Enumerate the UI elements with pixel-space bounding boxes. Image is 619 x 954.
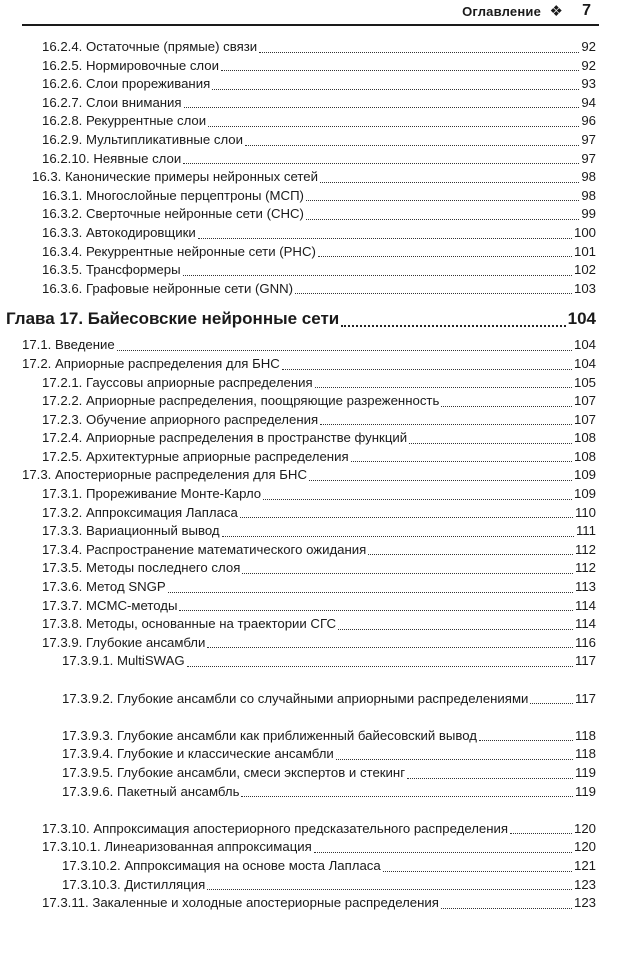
dot-leader: [320, 182, 579, 183]
dot-leader: [441, 908, 572, 909]
toc-entry[interactable]: [0, 355, 619, 374]
toc-entry-page: 117: [574, 653, 596, 669]
toc-entry-page: 97: [581, 150, 596, 166]
toc-entry[interactable]: [0, 597, 619, 616]
dot-leader: [168, 592, 573, 593]
dot-leader: [318, 256, 572, 257]
toc-entry-title: 17.3.10. Аппроксимация апостериорного предсказательного распределения: [42, 820, 509, 836]
toc-entry-title: 17.3.9. Глубокие ансамбли: [42, 634, 206, 650]
toc-entry-page: 107: [573, 411, 596, 427]
dot-leader: [479, 740, 573, 741]
dot-leader: [336, 759, 573, 760]
dot-leader: [295, 293, 572, 294]
toc-entry-title: 17.2. Априорные распределения для БНС: [22, 355, 280, 371]
table-of-contents: [0, 38, 619, 913]
toc-entry[interactable]: [0, 336, 619, 355]
toc-entry[interactable]: [0, 224, 619, 243]
toc-entry-page: 104: [573, 337, 596, 353]
toc-entry-title: 17.3.9.1. MultiSWAG: [62, 653, 185, 669]
toc-entry[interactable]: [0, 131, 619, 150]
dot-leader: [212, 89, 579, 90]
toc-entry[interactable]: [0, 411, 619, 430]
toc-entry-title: 17.3.11. Закаленные и холодные апостериорные распределения: [42, 895, 439, 911]
toc-entry-title: 17.3.8. Методы, основанные на траектории СГС: [42, 616, 337, 632]
toc-entry[interactable]: [0, 485, 619, 504]
toc-entry[interactable]: [0, 801, 619, 838]
dot-leader: [207, 647, 573, 648]
dot-leader: [383, 871, 572, 872]
toc-entry-title: 16.2.8. Рекуррентные слои: [42, 113, 207, 129]
toc-entry-title: 16.3.2. Сверточные нейронные сети (СНС): [42, 206, 304, 222]
toc-entry-title: 16.3.3. Автокодировщики: [42, 224, 196, 240]
toc-entry[interactable]: [0, 578, 619, 597]
toc-entry-page: 111: [575, 523, 596, 539]
dot-leader: [222, 536, 574, 537]
dot-leader: [183, 275, 572, 276]
toc-entry[interactable]: [0, 374, 619, 393]
toc-entry[interactable]: [0, 243, 619, 262]
dot-leader: [263, 499, 572, 500]
dot-leader: [208, 126, 579, 127]
toc-entry-page: 94: [581, 94, 596, 110]
page-number: 7: [582, 2, 591, 19]
dot-leader: [282, 369, 572, 370]
toc-entry-title: 17.3.9.3. Глубокие ансамбли как приближенный байесовский вывод: [62, 727, 477, 743]
chapter-heading[interactable]: [0, 304, 619, 334]
dot-leader: [183, 163, 579, 164]
toc-entry[interactable]: [0, 783, 619, 802]
toc-entry-title: 17.3.9.4. Глубокие и классические ансамбли: [62, 746, 334, 762]
toc-entry-title: 16.3.6. Графовые нейронные сети (GNN): [42, 280, 294, 296]
toc-entry-title: 17.3.1. Прореживание Монте-Карло: [42, 486, 262, 502]
dot-leader: [179, 610, 572, 611]
toc-entry[interactable]: [0, 57, 619, 76]
dot-leader: [198, 238, 572, 239]
toc-entry-page: 99: [581, 206, 596, 222]
dot-leader: [338, 629, 573, 630]
toc-entry-page: 120: [573, 839, 596, 855]
dot-leader: [306, 219, 579, 220]
toc-entry-page: 118: [574, 727, 596, 743]
toc-entry-title: Глава 17. Байесовские нейронные сети: [6, 309, 340, 329]
toc-entry-page: 119: [574, 783, 596, 799]
toc-entry-title: 17.2.5. Архитектурные априорные распределения: [42, 448, 349, 464]
toc-entry[interactable]: [0, 764, 619, 783]
toc-entry[interactable]: [0, 615, 619, 634]
header-rule: [22, 24, 599, 26]
toc-entry-title: 17.3.4. Распространение математического ожидания: [42, 541, 367, 557]
toc-entry-title: 17.3.10.2. Аппроксимация на основе моста Лапласа: [62, 857, 381, 873]
toc-entry[interactable]: [0, 652, 619, 671]
dot-leader: [341, 325, 565, 327]
dot-leader: [242, 573, 573, 574]
toc-entry-page: 112: [574, 560, 596, 576]
toc-entry-title: 17.2.4. Априорные распределения в пространстве функций: [42, 430, 408, 446]
toc-entry-page: 123: [573, 895, 596, 911]
toc-entry-page: 123: [573, 876, 596, 892]
toc-entry-page: 104: [567, 309, 596, 329]
dot-leader: [309, 480, 572, 481]
toc-entry-page: 105: [573, 374, 596, 390]
dot-leader: [368, 554, 573, 555]
toc-entry-page: 92: [581, 39, 596, 54]
toc-entry-page: 108: [573, 448, 596, 464]
toc-entry-title: 16.3.4. Рекуррентные нейронные сети (РНС): [42, 243, 316, 259]
toc-entry-title: 16.2.6. Слои прореживания: [42, 76, 211, 92]
toc-entry[interactable]: [0, 392, 619, 411]
toc-entry-page: 120: [573, 820, 596, 836]
toc-entry[interactable]: [0, 559, 619, 578]
toc-entry-page: 97: [581, 131, 596, 147]
dot-leader: [320, 424, 572, 425]
toc-entry[interactable]: [0, 466, 619, 485]
toc-entry[interactable]: [0, 671, 619, 708]
toc-entry-title: 17.2.2. Априорные распределения, поощряющие разреженность: [42, 393, 440, 409]
toc-entry-title: 16.2.4. Остаточные (прямые) связи: [42, 39, 258, 54]
toc-entry-page: 107: [573, 393, 596, 409]
toc-entry-title: 16.2.9. Мультипликативные слои: [42, 131, 243, 147]
toc-entry-title: 17.3.10.3. Дистилляция: [62, 876, 206, 892]
toc-entry[interactable]: [0, 504, 619, 523]
toc-entry-title: 17.3.7. MCMC-методы: [42, 597, 178, 613]
ornament-icon: ❖: [549, 3, 563, 20]
toc-entry-title: 16.3. Канонические примеры нейронных сетей: [32, 169, 318, 185]
toc-entry-title: 17.1. Введение: [22, 337, 115, 353]
toc-entry-page: 110: [574, 504, 596, 520]
toc-entry-page: 109: [573, 467, 596, 483]
toc-entry[interactable]: [0, 429, 619, 448]
running-header-title: Оглавление: [462, 4, 541, 19]
toc-entry-page: 113: [574, 579, 596, 595]
dot-leader: [240, 517, 573, 518]
dot-leader: [184, 107, 580, 108]
toc-entry-page: 98: [581, 187, 596, 203]
toc-entry[interactable]: [0, 745, 619, 764]
toc-entry-page: 118: [574, 746, 596, 762]
dot-leader: [351, 461, 572, 462]
toc-entry-page: 102: [573, 262, 596, 278]
dot-leader: [187, 666, 573, 667]
toc-entry[interactable]: [0, 857, 619, 876]
dot-leader: [530, 703, 573, 704]
dot-leader: [245, 145, 579, 146]
toc-entry-page: 98: [581, 169, 596, 185]
toc-entry-title: 17.2.1. Гауссовы априорные распределения: [42, 374, 313, 390]
toc-entry[interactable]: [0, 522, 619, 541]
toc-entry[interactable]: [0, 94, 619, 113]
toc-entry-title: 17.3.10.1. Линеаризованная аппроксимация: [42, 839, 312, 855]
dot-leader: [510, 833, 572, 834]
dot-leader: [314, 852, 572, 853]
toc-entry[interactable]: [0, 205, 619, 224]
toc-entry[interactable]: [0, 876, 619, 895]
toc-entry-page: 109: [573, 486, 596, 502]
toc-entry[interactable]: [0, 708, 619, 745]
toc-entry-page: 101: [573, 243, 596, 259]
toc-entry-title: 17.3.6. Метод SNGP: [42, 579, 166, 595]
dot-leader: [221, 70, 579, 71]
toc-entry-page: 93: [581, 76, 596, 92]
toc-entry[interactable]: [0, 261, 619, 280]
toc-entry[interactable]: [0, 634, 619, 653]
toc-entry[interactable]: [0, 541, 619, 560]
toc-entry[interactable]: [0, 112, 619, 131]
dot-leader: [117, 350, 572, 351]
dot-leader: [259, 52, 579, 53]
dot-leader: [207, 889, 572, 890]
toc-entry[interactable]: [0, 280, 619, 299]
toc-entry-page: 108: [573, 430, 596, 446]
dot-leader: [409, 443, 572, 444]
toc-entry-title: 17.3.3. Вариационный вывод: [42, 523, 220, 539]
toc-entry-page: 121: [573, 857, 596, 873]
toc-entry-title: 17.3.9.5. Глубокие ансамбли, смеси экспертов и стекинг: [62, 764, 406, 780]
toc-entry-page: 112: [574, 541, 596, 557]
running-header: [0, 0, 619, 26]
toc-entry-page: 104: [573, 355, 596, 371]
dot-leader: [441, 406, 572, 407]
dot-leader: [315, 387, 572, 388]
toc-entry-page: 119: [574, 764, 596, 780]
toc-entry-page: 103: [573, 280, 596, 296]
toc-entry[interactable]: [0, 75, 619, 94]
toc-entry[interactable]: [0, 838, 619, 857]
toc-entry-page: 92: [581, 57, 596, 73]
toc-entry[interactable]: [0, 187, 619, 206]
toc-entry-title: 17.3.5. Методы последнего слоя: [42, 560, 241, 576]
toc-entry-title: 16.3.1. Многослойные перцептроны (МСП): [42, 187, 304, 203]
toc-entry[interactable]: [0, 894, 619, 913]
toc-entry-page: 100: [573, 224, 596, 240]
dot-leader: [407, 778, 573, 779]
toc-entry[interactable]: [0, 38, 619, 57]
toc-entry-title: 16.2.10. Неявные слои: [42, 150, 182, 166]
toc-entry[interactable]: [0, 150, 619, 169]
toc-entry-title: 16.2.5. Нормировочные слои: [42, 57, 219, 73]
toc-entry-page: 114: [574, 616, 596, 632]
toc-entry-title: 16.2.7. Слои внимания: [42, 94, 182, 110]
toc-entry-title: 17.3.9.6. Пакетный ансамбль: [62, 783, 240, 799]
toc-entry-page: 96: [581, 113, 596, 129]
toc-entry-page: 114: [574, 597, 596, 613]
toc-entry-title: 17.2.3. Обучение априорного распределения: [42, 411, 319, 427]
toc-entry-title: 17.3. Апостериорные распределения для БНС: [22, 467, 307, 483]
dot-leader: [241, 796, 573, 797]
toc-entry-page: 117: [574, 690, 596, 706]
toc-entry-title: 16.3.5. Трансформеры: [42, 262, 181, 278]
toc-entry-title: 17.3.9.2. Глубокие ансамбли со случайными априорными распределениями: [62, 690, 529, 706]
toc-entry[interactable]: [0, 168, 619, 187]
dot-leader: [306, 200, 579, 201]
toc-entry-title: 17.3.2. Аппроксимация Лапласа: [42, 504, 238, 520]
toc-entry[interactable]: [0, 448, 619, 467]
toc-entry-page: 116: [574, 634, 596, 650]
